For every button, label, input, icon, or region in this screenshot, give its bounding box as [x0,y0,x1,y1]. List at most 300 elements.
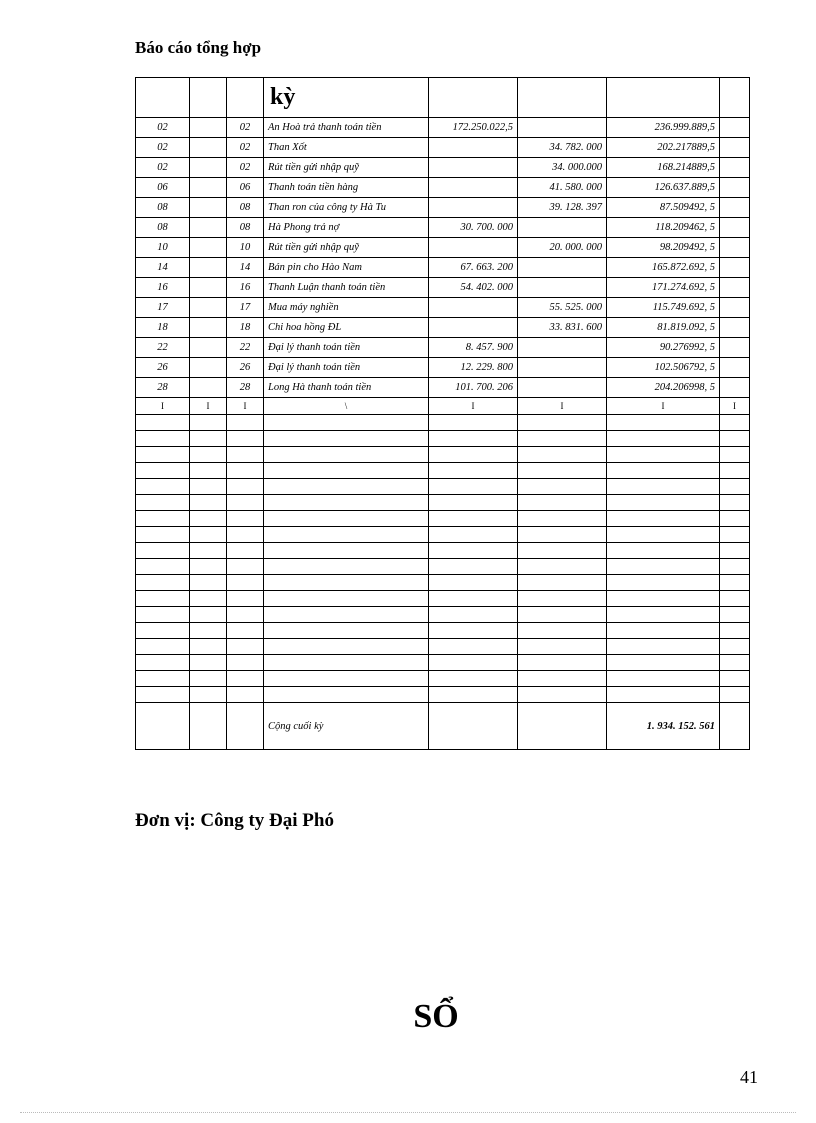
empty-cell [190,431,227,447]
row-balance: 168.214889,5 [607,158,720,178]
empty-cell [429,527,518,543]
empty-row [136,575,750,591]
total-cell [190,703,227,750]
empty-cell [190,591,227,607]
header-row [136,78,750,118]
row-end-cell [720,358,750,378]
row-day-cell: 02 [136,158,190,178]
report-title: Báo cáo tổng hợp [135,38,262,57]
row-day-cell-2: 26 [227,358,264,378]
row-day-cell: 16 [136,278,190,298]
empty-cell [136,655,190,671]
empty-cell [190,623,227,639]
row-description: Thanh toán tiền hàng [264,178,429,198]
empty-cell [607,591,720,607]
empty-cell [518,463,607,479]
empty-cell [190,639,227,655]
row-blank-cell [190,278,227,298]
empty-cell [136,687,190,703]
empty-cell [136,495,190,511]
row-blank-cell [190,178,227,198]
empty-cell [264,543,429,559]
empty-row [136,479,750,495]
empty-cell [264,495,429,511]
row-day-cell-2: 18 [227,318,264,338]
empty-cell [190,575,227,591]
empty-cell [518,415,607,431]
empty-cell [136,431,190,447]
empty-cell [136,639,190,655]
empty-row [136,623,750,639]
row-description: Rút tiền gửi nhập quỹ [264,238,429,258]
empty-cell [518,559,607,575]
empty-cell [190,511,227,527]
empty-cell [227,559,264,575]
tick-mark: \ [264,398,429,415]
empty-cell [607,415,720,431]
row-debit: 54. 402. 000 [429,278,518,298]
empty-cell [227,527,264,543]
row-credit: 34. 000.000 [518,158,607,178]
empty-cell [607,463,720,479]
empty-cell [720,639,750,655]
empty-cell [264,463,429,479]
header-cell [429,78,518,118]
empty-cell [429,479,518,495]
table-row [136,258,750,278]
empty-cell [518,607,607,623]
book-title: SỔ [413,998,459,1035]
empty-cell [720,479,750,495]
row-end-cell [720,158,750,178]
empty-row [136,415,750,431]
empty-cell [190,447,227,463]
row-blank-cell [190,358,227,378]
empty-cell [227,479,264,495]
empty-cell [227,639,264,655]
row-balance: 90.276992, 5 [607,338,720,358]
row-debit [429,198,518,218]
empty-cell [264,479,429,495]
table-row [136,158,750,178]
row-day-cell-2: 17 [227,298,264,318]
empty-cell [607,543,720,559]
row-description: Than ron của công ty Hà Tu [264,198,429,218]
row-balance: 81.819.092, 5 [607,318,720,338]
empty-cell [429,447,518,463]
row-balance: 87.509492, 5 [607,198,720,218]
row-blank-cell [190,138,227,158]
row-day-cell-2: 06 [227,178,264,198]
empty-row [136,591,750,607]
empty-cell [190,463,227,479]
row-debit: 172.250.022,5 [429,118,518,138]
row-description: Chi hoa hồng ĐL [264,318,429,338]
tick-mark: I [518,398,607,415]
empty-cell [136,527,190,543]
row-blank-cell [190,118,227,138]
row-day-cell-2: 08 [227,198,264,218]
empty-cell [227,687,264,703]
total-cell [136,703,190,750]
tick-mark: I [190,398,227,415]
empty-cell [720,607,750,623]
empty-cell [518,639,607,655]
row-balance: 165.872.692, 5 [607,258,720,278]
row-description: Bán pin cho Hào Nam [264,258,429,278]
empty-cell [429,559,518,575]
tick-mark: I [227,398,264,415]
row-balance: 102.506792, 5 [607,358,720,378]
row-day-cell-2: 08 [227,218,264,238]
empty-row [136,511,750,527]
row-debit: 12. 229. 800 [429,358,518,378]
header-cell [518,78,607,118]
empty-cell [720,463,750,479]
row-end-cell [720,258,750,278]
empty-cell [429,671,518,687]
empty-cell [607,559,720,575]
row-blank-cell [190,378,227,398]
empty-cell [429,495,518,511]
row-balance: 98.209492, 5 [607,238,720,258]
empty-cell [607,607,720,623]
empty-cell [429,543,518,559]
table-row [136,338,750,358]
table-row [136,218,750,238]
row-blank-cell [190,318,227,338]
empty-cell [264,415,429,431]
empty-cell [227,463,264,479]
row-day-cell-2: 02 [227,118,264,138]
row-day-cell: 08 [136,198,190,218]
row-day-cell: 10 [136,238,190,258]
row-description: Than Xốt [264,138,429,158]
row-balance: 171.274.692, 5 [607,278,720,298]
empty-cell [264,559,429,575]
empty-cell [720,671,750,687]
row-day-cell: 08 [136,218,190,238]
empty-cell [607,511,720,527]
empty-cell [518,431,607,447]
row-end-cell [720,318,750,338]
empty-cell [227,447,264,463]
empty-cell [227,575,264,591]
row-credit: 55. 525. 000 [518,298,607,318]
row-credit: 33. 831. 600 [518,318,607,338]
empty-cell [429,655,518,671]
row-credit [518,278,607,298]
empty-cell [607,495,720,511]
empty-cell [136,543,190,559]
empty-cell [429,575,518,591]
row-balance: 236.999.889,5 [607,118,720,138]
row-day-cell: 17 [136,298,190,318]
empty-cell [720,543,750,559]
empty-cell [607,639,720,655]
total-cell [429,703,518,750]
row-description: Hà Phong trả nợ [264,218,429,238]
empty-cell [227,607,264,623]
empty-cell [518,479,607,495]
unit-line: Đơn vị: Công ty Đại Phó [135,810,334,831]
row-end-cell [720,118,750,138]
row-day-cell-2: 16 [227,278,264,298]
empty-cell [518,527,607,543]
total-row [136,703,750,750]
empty-cell [429,511,518,527]
empty-cell [264,591,429,607]
empty-cell [518,495,607,511]
total-cell [518,703,607,750]
empty-cell [518,575,607,591]
row-credit [518,378,607,398]
empty-cell [518,511,607,527]
table-row [136,118,750,138]
empty-cell [607,655,720,671]
empty-cell [720,431,750,447]
row-debit [429,178,518,198]
empty-cell [227,511,264,527]
empty-row [136,655,750,671]
row-end-cell [720,138,750,158]
empty-cell [720,527,750,543]
header-cell [720,78,750,118]
table-row [136,378,750,398]
empty-cell [429,623,518,639]
empty-cell [190,543,227,559]
row-blank-cell [190,238,227,258]
row-end-cell [720,178,750,198]
row-credit: 34. 782. 000 [518,138,607,158]
row-debit [429,238,518,258]
empty-row [136,431,750,447]
row-day-cell-2: 02 [227,138,264,158]
empty-row [136,671,750,687]
row-day-cell: 14 [136,258,190,278]
empty-cell [264,687,429,703]
total-cell [227,703,264,750]
row-day-cell: 18 [136,318,190,338]
empty-cell [136,575,190,591]
empty-cell [518,687,607,703]
row-debit [429,318,518,338]
empty-cell [720,591,750,607]
total-value: 1. 934. 152. 561 [607,703,720,750]
empty-cell [190,527,227,543]
empty-cell [720,655,750,671]
table-row [136,138,750,158]
empty-cell [227,543,264,559]
tick-mark: I [607,398,720,415]
empty-cell [429,431,518,447]
empty-row [136,527,750,543]
empty-cell [607,447,720,463]
empty-cell [136,591,190,607]
empty-cell [264,655,429,671]
empty-cell [190,559,227,575]
empty-cell [190,655,227,671]
empty-cell [720,623,750,639]
row-day-cell: 26 [136,358,190,378]
row-day-cell-2: 14 [227,258,264,278]
row-credit: 41. 580. 000 [518,178,607,198]
row-description: Long Hà thanh toán tiền [264,378,429,398]
row-credit [518,258,607,278]
row-balance: 204.206998, 5 [607,378,720,398]
empty-row [136,607,750,623]
empty-cell [190,495,227,511]
table-row [136,238,750,258]
table-row [136,318,750,338]
empty-cell [136,463,190,479]
total-cell [720,703,750,750]
empty-cell [720,687,750,703]
empty-cell [190,415,227,431]
row-blank-cell [190,338,227,358]
row-end-cell [720,238,750,258]
row-description: Đại lý thanh toán tiền [264,358,429,378]
row-day-cell-2: 28 [227,378,264,398]
empty-cell [227,655,264,671]
empty-cell [518,447,607,463]
empty-cell [264,607,429,623]
empty-cell [607,575,720,591]
empty-cell [264,671,429,687]
empty-cell [227,495,264,511]
row-debit: 101. 700. 206 [429,378,518,398]
row-debit [429,298,518,318]
empty-row [136,559,750,575]
row-blank-cell [190,218,227,238]
header-cell [136,78,190,118]
empty-cell [518,543,607,559]
empty-cell [227,671,264,687]
empty-cell [136,623,190,639]
empty-cell [720,495,750,511]
empty-cell [429,591,518,607]
empty-cell [136,479,190,495]
empty-cell [720,447,750,463]
row-blank-cell [190,258,227,278]
row-balance: 118.209462, 5 [607,218,720,238]
empty-cell [607,687,720,703]
row-end-cell [720,378,750,398]
tick-mark: I [429,398,518,415]
empty-cell [518,671,607,687]
empty-cell [607,527,720,543]
row-description: Đại lý thanh toán tiền [264,338,429,358]
row-blank-cell [190,298,227,318]
table-row [136,298,750,318]
empty-cell [429,639,518,655]
empty-cell [264,527,429,543]
row-end-cell [720,278,750,298]
empty-cell [518,655,607,671]
empty-cell [429,415,518,431]
row-balance: 126.637.889,5 [607,178,720,198]
row-credit: 20. 000. 000 [518,238,607,258]
row-debit [429,138,518,158]
empty-cell [264,447,429,463]
row-debit: 8. 457. 900 [429,338,518,358]
empty-cell [607,671,720,687]
table-row [136,198,750,218]
row-day-cell: 22 [136,338,190,358]
empty-cell [264,431,429,447]
page-number: 41 [740,1067,758,1087]
row-debit: 30. 700. 000 [429,218,518,238]
empty-cell [264,623,429,639]
row-blank-cell [190,158,227,178]
empty-cell [518,623,607,639]
empty-cell [136,415,190,431]
empty-cell [227,415,264,431]
empty-cell [607,623,720,639]
empty-cell [518,591,607,607]
row-end-cell [720,218,750,238]
table-row [136,178,750,198]
tick-mark: I [136,398,190,415]
empty-cell [264,511,429,527]
empty-cell [136,671,190,687]
header-period-label: kỳ [264,78,429,118]
empty-row [136,495,750,511]
row-end-cell [720,198,750,218]
row-description: Thanh Luận thanh toán tiền [264,278,429,298]
header-cell [607,78,720,118]
empty-cell [720,559,750,575]
empty-cell [190,687,227,703]
empty-cell [720,415,750,431]
header-cell [190,78,227,118]
empty-cell [429,463,518,479]
row-debit: 67. 663. 200 [429,258,518,278]
empty-cell [136,607,190,623]
empty-cell [190,607,227,623]
ledger-body [136,78,750,750]
row-credit [518,358,607,378]
empty-cell [607,479,720,495]
row-balance: 202.217889,5 [607,138,720,158]
row-day-cell-2: 22 [227,338,264,358]
row-day-cell: 28 [136,378,190,398]
row-day-cell: 02 [136,118,190,138]
row-credit: 39. 128. 397 [518,198,607,218]
empty-row [136,687,750,703]
row-balance: 115.749.692, 5 [607,298,720,318]
table-row [136,358,750,378]
empty-cell [720,511,750,527]
empty-cell [227,591,264,607]
empty-cell [136,511,190,527]
empty-cell [429,687,518,703]
row-end-cell [720,298,750,318]
ledger-table [135,77,750,750]
empty-row [136,447,750,463]
row-debit [429,158,518,178]
row-description: Rút tiền gửi nhập quỹ [264,158,429,178]
row-credit [518,338,607,358]
row-day-cell: 02 [136,138,190,158]
empty-row [136,639,750,655]
table-row [136,278,750,298]
row-day-cell-2: 10 [227,238,264,258]
empty-cell [227,431,264,447]
tick-row [136,398,750,415]
row-credit [518,118,607,138]
row-description: An Hoà trả thanh toán tiền [264,118,429,138]
